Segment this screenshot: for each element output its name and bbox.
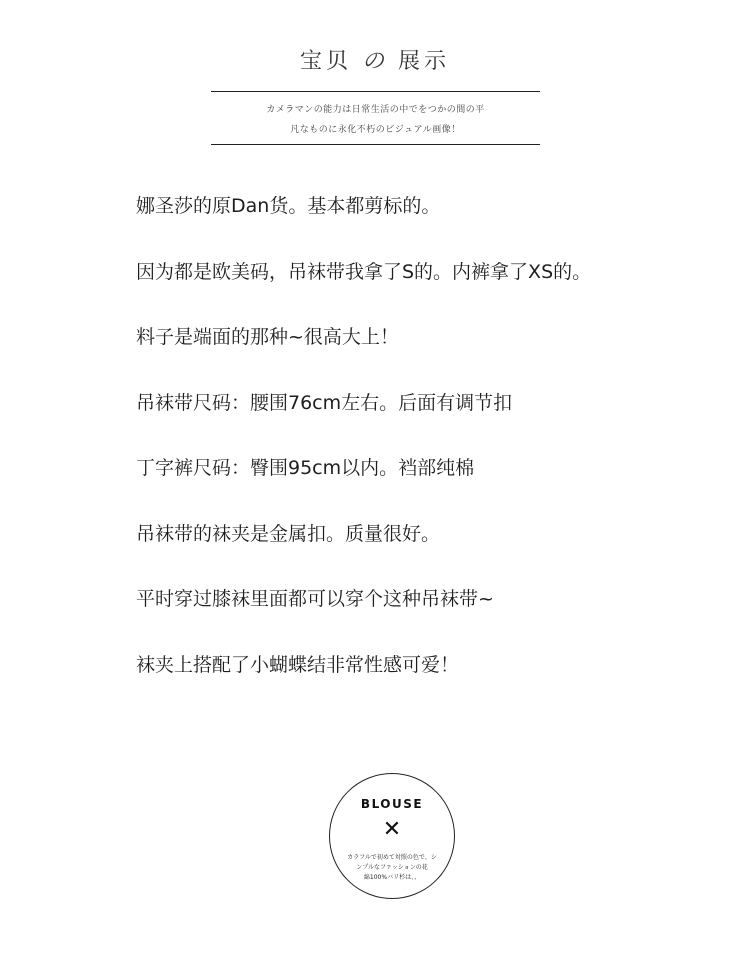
top-divider bbox=[211, 91, 540, 92]
description-line: 娜圣莎的原Dan货。基本都剪标的。 bbox=[136, 195, 441, 217]
badge-text-line-2: ンプルなファッションの花 bbox=[356, 864, 428, 871]
badge-text-line-3: 綿100%バリ杉は、、 bbox=[363, 874, 421, 881]
description-line: 料子是端面的那种~很高大上！ bbox=[136, 326, 399, 348]
description-line: 丁字裤尺码：臀围95cm以内。裆部纯棉 bbox=[136, 457, 475, 479]
title-left: 宝贝 bbox=[299, 49, 352, 74]
description-line: 因为都是欧美码，吊袜带我拿了S的。内裤拿了XS的。 bbox=[136, 260, 592, 283]
badge-title: BLOUSE bbox=[360, 797, 424, 811]
page-header bbox=[0, 0, 750, 160]
title-connector: の bbox=[361, 49, 388, 74]
description-line: 吊袜带尺码：腰围76cm左右。后面有调节扣 bbox=[136, 391, 513, 414]
description-line: 袜夹上搭配了小蝴蝶结非常性感可爱！ bbox=[136, 653, 460, 676]
title-right: 展示 bbox=[398, 49, 451, 74]
bottom-divider bbox=[211, 144, 540, 145]
badge-text-line-1: カラフルで初めて対照の色で、シ bbox=[347, 854, 437, 861]
description-line: 吊袜带的袜夹是金属扣。质量很好。 bbox=[136, 522, 441, 545]
subtitle-line-2: 凡なものに永化不朽のビジュアル画像！ bbox=[290, 125, 461, 135]
subtitle-line-1: カメラマンの能力は日常生活の中でをつかの間の平 bbox=[266, 105, 485, 115]
page-title bbox=[0, 44, 750, 75]
description-line: 平时穿过膝袜里面都可以穿个这种吊袜带~ bbox=[136, 588, 494, 610]
product-description bbox=[136, 193, 736, 717]
blouse-badge bbox=[329, 773, 455, 899]
close-x-icon: ✕ bbox=[382, 817, 402, 842]
